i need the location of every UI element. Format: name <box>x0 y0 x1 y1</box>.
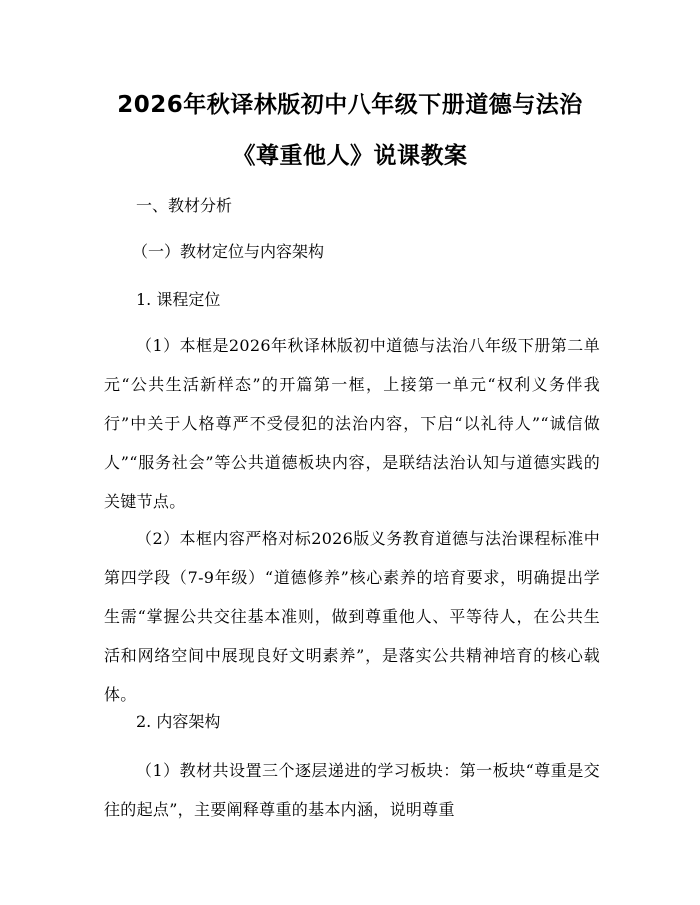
subsection-heading-positioning-structure: （一）教材定位与内容架构 <box>132 242 325 261</box>
section-heading-textbook-analysis: 一、教材分析 <box>136 196 233 215</box>
document-title-line-2: 《尊重他人》说课教案 <box>232 143 468 169</box>
item-heading-course-positioning: 1. 课程定位 <box>136 290 221 309</box>
item-heading-content-structure: 2. 内容架构 <box>136 712 221 731</box>
paragraph-structure-1: （1）教材共设置三个逐层递进的学习板块：第一板块“尊重是交往的起点”，主要阐释尊重的基本内涵，说明尊重 <box>104 761 600 819</box>
document-title-line-1: 2026年秋译林版初中八年级下册道德与法治 <box>117 92 583 118</box>
paragraph-positioning-2: （2）本框内容严格对标2026版义务教育道德与法治课程标准中第四学段（7-9年级）“道德修养”核心素养的培育要求，明确提出学生需“掌握公共交往基本准则，做到尊重他人、平等待人，在公共生活和网络空间中展现良好文明素养”，是落实公共精神培育的核心载体。 <box>104 529 600 704</box>
paragraph-positioning-1: （1）本框是2026年秋译林版初中道德与法治八年级下册第二单元“公共生活新样态”的开篇第一框，上接第一单元“权利义务伴我行”中关于人格尊严不受侵犯的法治内容，下启“以礼待人”“诚信做人”“服务社会”等公共道德板块内容，是联结法治认知与道德实践的关键节点。 <box>104 336 600 511</box>
